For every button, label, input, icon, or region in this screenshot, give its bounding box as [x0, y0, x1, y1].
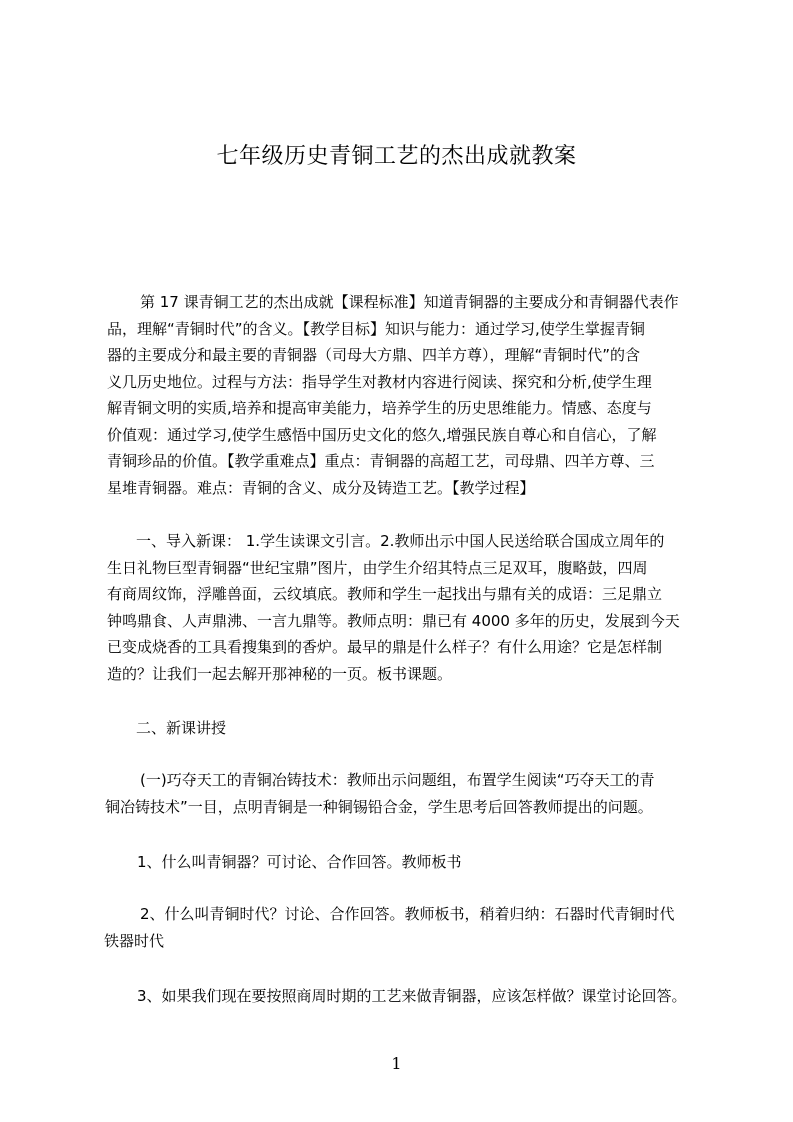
text-line: 星堆青铜器。难点：青铜的含义、成分及铸造工艺。【教学过程】 — [107, 478, 535, 497]
text-line: 解青铜文明的实质,培养和提高审美能力，培养学生的历史思维能力。情感、态度与 — [107, 399, 652, 417]
text-line: 造的？让我们一起去解开那神秘的一页。板书课题。 — [107, 664, 453, 683]
text-line: 铜冶铸技术”一目，点明青铜是一种铜锡铅合金，学生思考后回答教师提出的问题。 — [105, 797, 653, 816]
text-line: 钟鸣鼎食、人声鼎沸、一言九鼎等。教师点明：鼎已有 4000 多年的历史，发展到今天 — [107, 611, 680, 630]
text-line: 2、什么叫青铜时代？讨论、合作回答。教师板书，稍着归纳：石器时代青铜时代 — [140, 905, 675, 923]
subsection-paragraph — [105, 767, 654, 820]
intro-paragraph — [107, 289, 679, 501]
text-line: 3、如果我们现在要按照商周时期的工艺来做青铜器，应该怎样做？课堂讨论回答。 — [137, 987, 687, 1005]
text-line: 一、导入新课： 1.学生读课文引言。2.教师出示中国人民送给联合国成立周年的 — [136, 532, 665, 550]
document-title: 七年级历史青铜工艺的杰出成就教案 — [216, 144, 577, 169]
text-line: 义几历史地位。过程与方法：指导学生对教材内容进行阅读、探究和分析,使学生理 — [107, 372, 652, 391]
text-line: 器的主要成分和最主要的青铜器（司母大方鼎、四羊方尊），理解“青铜时代”的含 — [107, 346, 641, 364]
text-line: 青铜珍品的价值。【教学重难点】重点：青铜器的高超工艺，司母鼎、四羊方尊、三 — [107, 452, 655, 470]
question-3 — [137, 983, 687, 1010]
section-intro-paragraph — [107, 528, 680, 687]
text-line: 铁器时代 — [104, 931, 165, 950]
text-line: 已变成烧香的工具看搜集到的香炉。最早的鼎是什么样子？有什么用途？它是怎样制 — [107, 638, 663, 656]
text-line: 品，理解“青铜时代”的含义。【教学目标】知识与能力：通过学习,使学生掌握青铜 — [107, 319, 645, 338]
text-line: 价值观：通过学习,使学生感悟中国历史文化的悠久,增强民族自尊心和自信心，了解 — [107, 425, 657, 444]
text-line: 第 17 课青铜工艺的杰出成就【课程标准】知道青铜器的主要成分和青铜器代表作 — [140, 293, 679, 311]
page-number: 1 — [391, 1054, 402, 1073]
text-line: 二、新课讲授 — [136, 719, 227, 737]
text-line: 1、什么叫青铜器？可讨论、合作回答。教师板书 — [137, 853, 462, 871]
text-line: 生日礼物巨型青铜器“世纪宝鼎”图片，由学生介绍其特点三足双耳，腹略鼓，四周 — [107, 558, 648, 577]
section-heading — [136, 715, 226, 742]
question-1 — [137, 849, 462, 876]
text-line: 有商周纹饰，浮雕兽面，云纹填底。教师和学生一起找出与鼎有关的成语：三足鼎立 — [107, 585, 663, 603]
question-2 — [104, 901, 675, 954]
text-line: (一)巧夺天工的青铜冶铸技术：教师出示问题组，布置学生阅读“巧夺天工的青 — [140, 771, 655, 789]
